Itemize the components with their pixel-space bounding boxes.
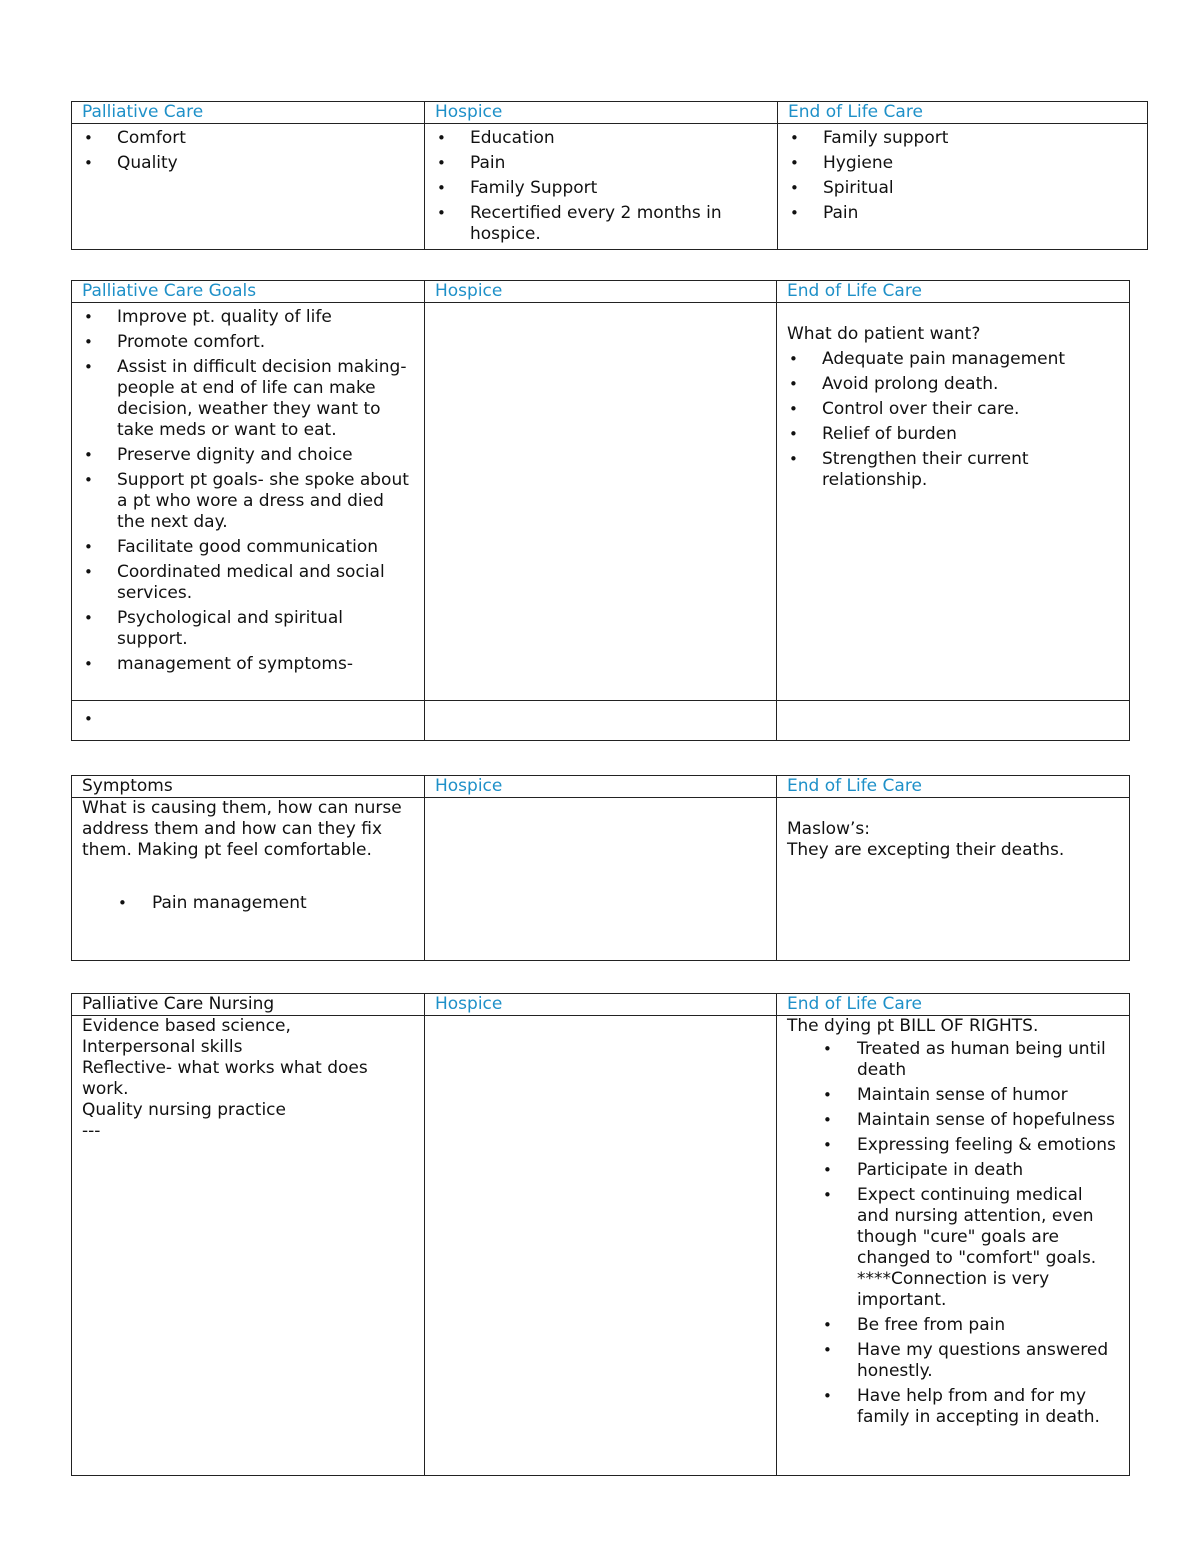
cell-hospice (425, 1016, 777, 1476)
list-item: • Adequate pain management (787, 349, 1119, 370)
list-item: • Expressing feeling & emotions (787, 1135, 1119, 1156)
bill-of-rights-title: The dying pt BILL OF RIGHTS. (787, 1016, 1039, 1036)
bullet-list (82, 307, 414, 675)
header-end-of-life-care: End of Life Care (777, 994, 1130, 1016)
header-end-of-life-care: End of Life Care (778, 102, 1148, 124)
bullet-list (82, 128, 414, 174)
cell-end-of-life-care (777, 798, 1130, 961)
cell-end-of-life-care (777, 1016, 1130, 1476)
list-item: • Spiritual (788, 178, 1137, 199)
bullet-list (787, 1039, 1119, 1428)
empty-cell (425, 701, 777, 741)
cell-palliative-care (72, 124, 425, 250)
header-palliative-care-nursing: Palliative Care Nursing (72, 994, 425, 1016)
list-item: • Facilitate good communication (82, 537, 414, 558)
empty-cell (777, 701, 1130, 741)
header-end-of-life-care: End of Life Care (777, 281, 1130, 303)
bullet-list (787, 349, 1119, 491)
list-item: • Family Support (435, 178, 767, 199)
list-item: • Hygiene (788, 153, 1137, 174)
list-item: • Relief of burden (787, 424, 1119, 445)
table-goals (71, 280, 1130, 741)
header-palliative-care: Palliative Care (72, 102, 425, 124)
symptoms-text: What is causing them, how can nurse address them and how can they fix them. Making pt feel comfortable. (82, 798, 402, 860)
header-hospice: Hospice (425, 994, 777, 1016)
cell-end-of-life-care (778, 124, 1148, 250)
cell-end-of-life-care (777, 303, 1130, 701)
list-item: • Assist in difficult decision making- people at end of life can make decision, weather they want to take meds or want to eat. (82, 357, 414, 441)
cell-nursing (72, 1016, 425, 1476)
list-item: • Be free from pain (787, 1315, 1119, 1336)
cell-hospice (425, 303, 777, 701)
cell-symptoms (72, 798, 425, 961)
nursing-line: Reflective- what works what does work. (82, 1058, 368, 1099)
list-item: • Family support (788, 128, 1137, 149)
header-end-of-life-care: End of Life Care (777, 776, 1130, 798)
list-item: • Promote comfort. (82, 332, 414, 353)
list-item: • Coordinated medical and social services. (82, 562, 414, 604)
list-item: • Support pt goals- she spoke about a pt who wore a dress and died the next day. (82, 470, 414, 533)
list-item: • Have help from and for my family in accepting in death. (787, 1386, 1119, 1428)
list-item: • Have my questions answered honestly. (787, 1340, 1119, 1382)
list-item: • Recertified every 2 months in hospice. (435, 203, 767, 245)
header-hospice: Hospice (425, 281, 777, 303)
list-item: • Avoid prolong death. (787, 374, 1119, 395)
maslow-text: They are excepting their deaths. (787, 840, 1065, 860)
list-item: • Maintain sense of hopefulness (787, 1110, 1119, 1131)
empty-bullet-cell (72, 701, 425, 741)
list-item: • Comfort (82, 128, 414, 149)
list-item: • management of symptoms- (82, 654, 414, 675)
list-item: • Pain management (82, 893, 414, 914)
list-item: • Preserve dignity and choice (82, 445, 414, 466)
list-item: • Maintain sense of humor (787, 1085, 1119, 1106)
list-item: • Psychological and spiritual support. (82, 608, 414, 650)
header-hospice: Hospice (425, 102, 778, 124)
bullet-list (788, 128, 1137, 224)
maslow-label: Maslow’s: (787, 819, 870, 839)
list-item: • Control over their care. (787, 399, 1119, 420)
list-item: • Expect continuing medical and nursing attention, even though "cure" goals are changed to "comfort" goals. ****Connection is very important. (787, 1185, 1119, 1311)
cell-goals (72, 303, 425, 701)
list-item: • Participate in death (787, 1160, 1119, 1181)
cell-hospice (425, 798, 777, 961)
bullet-list (435, 128, 767, 245)
list-item: • Pain (788, 203, 1137, 224)
nursing-line: Quality nursing practice (82, 1100, 286, 1120)
list-item: • Improve pt. quality of life (82, 307, 414, 328)
list-item: • Education (435, 128, 767, 149)
bullet-list (82, 893, 414, 914)
cell-hospice (425, 124, 778, 250)
nursing-line: --- (82, 1121, 101, 1141)
header-hospice: Hospice (425, 776, 777, 798)
header-symptoms: Symptoms (72, 776, 425, 798)
question-text: What do patient want? (787, 324, 981, 344)
table-overview (71, 101, 1148, 250)
list-item: • Pain (435, 153, 767, 174)
list-item: • Quality (82, 153, 414, 174)
nursing-line: Interpersonal skills (82, 1037, 243, 1057)
nursing-line: Evidence based science, (82, 1016, 291, 1036)
header-palliative-care-goals: Palliative Care Goals (72, 281, 425, 303)
table-symptoms (71, 775, 1130, 961)
list-item: • Treated as human being until death (787, 1039, 1119, 1081)
table-nursing (71, 993, 1130, 1476)
list-item: • Strengthen their current relationship. (787, 449, 1119, 491)
